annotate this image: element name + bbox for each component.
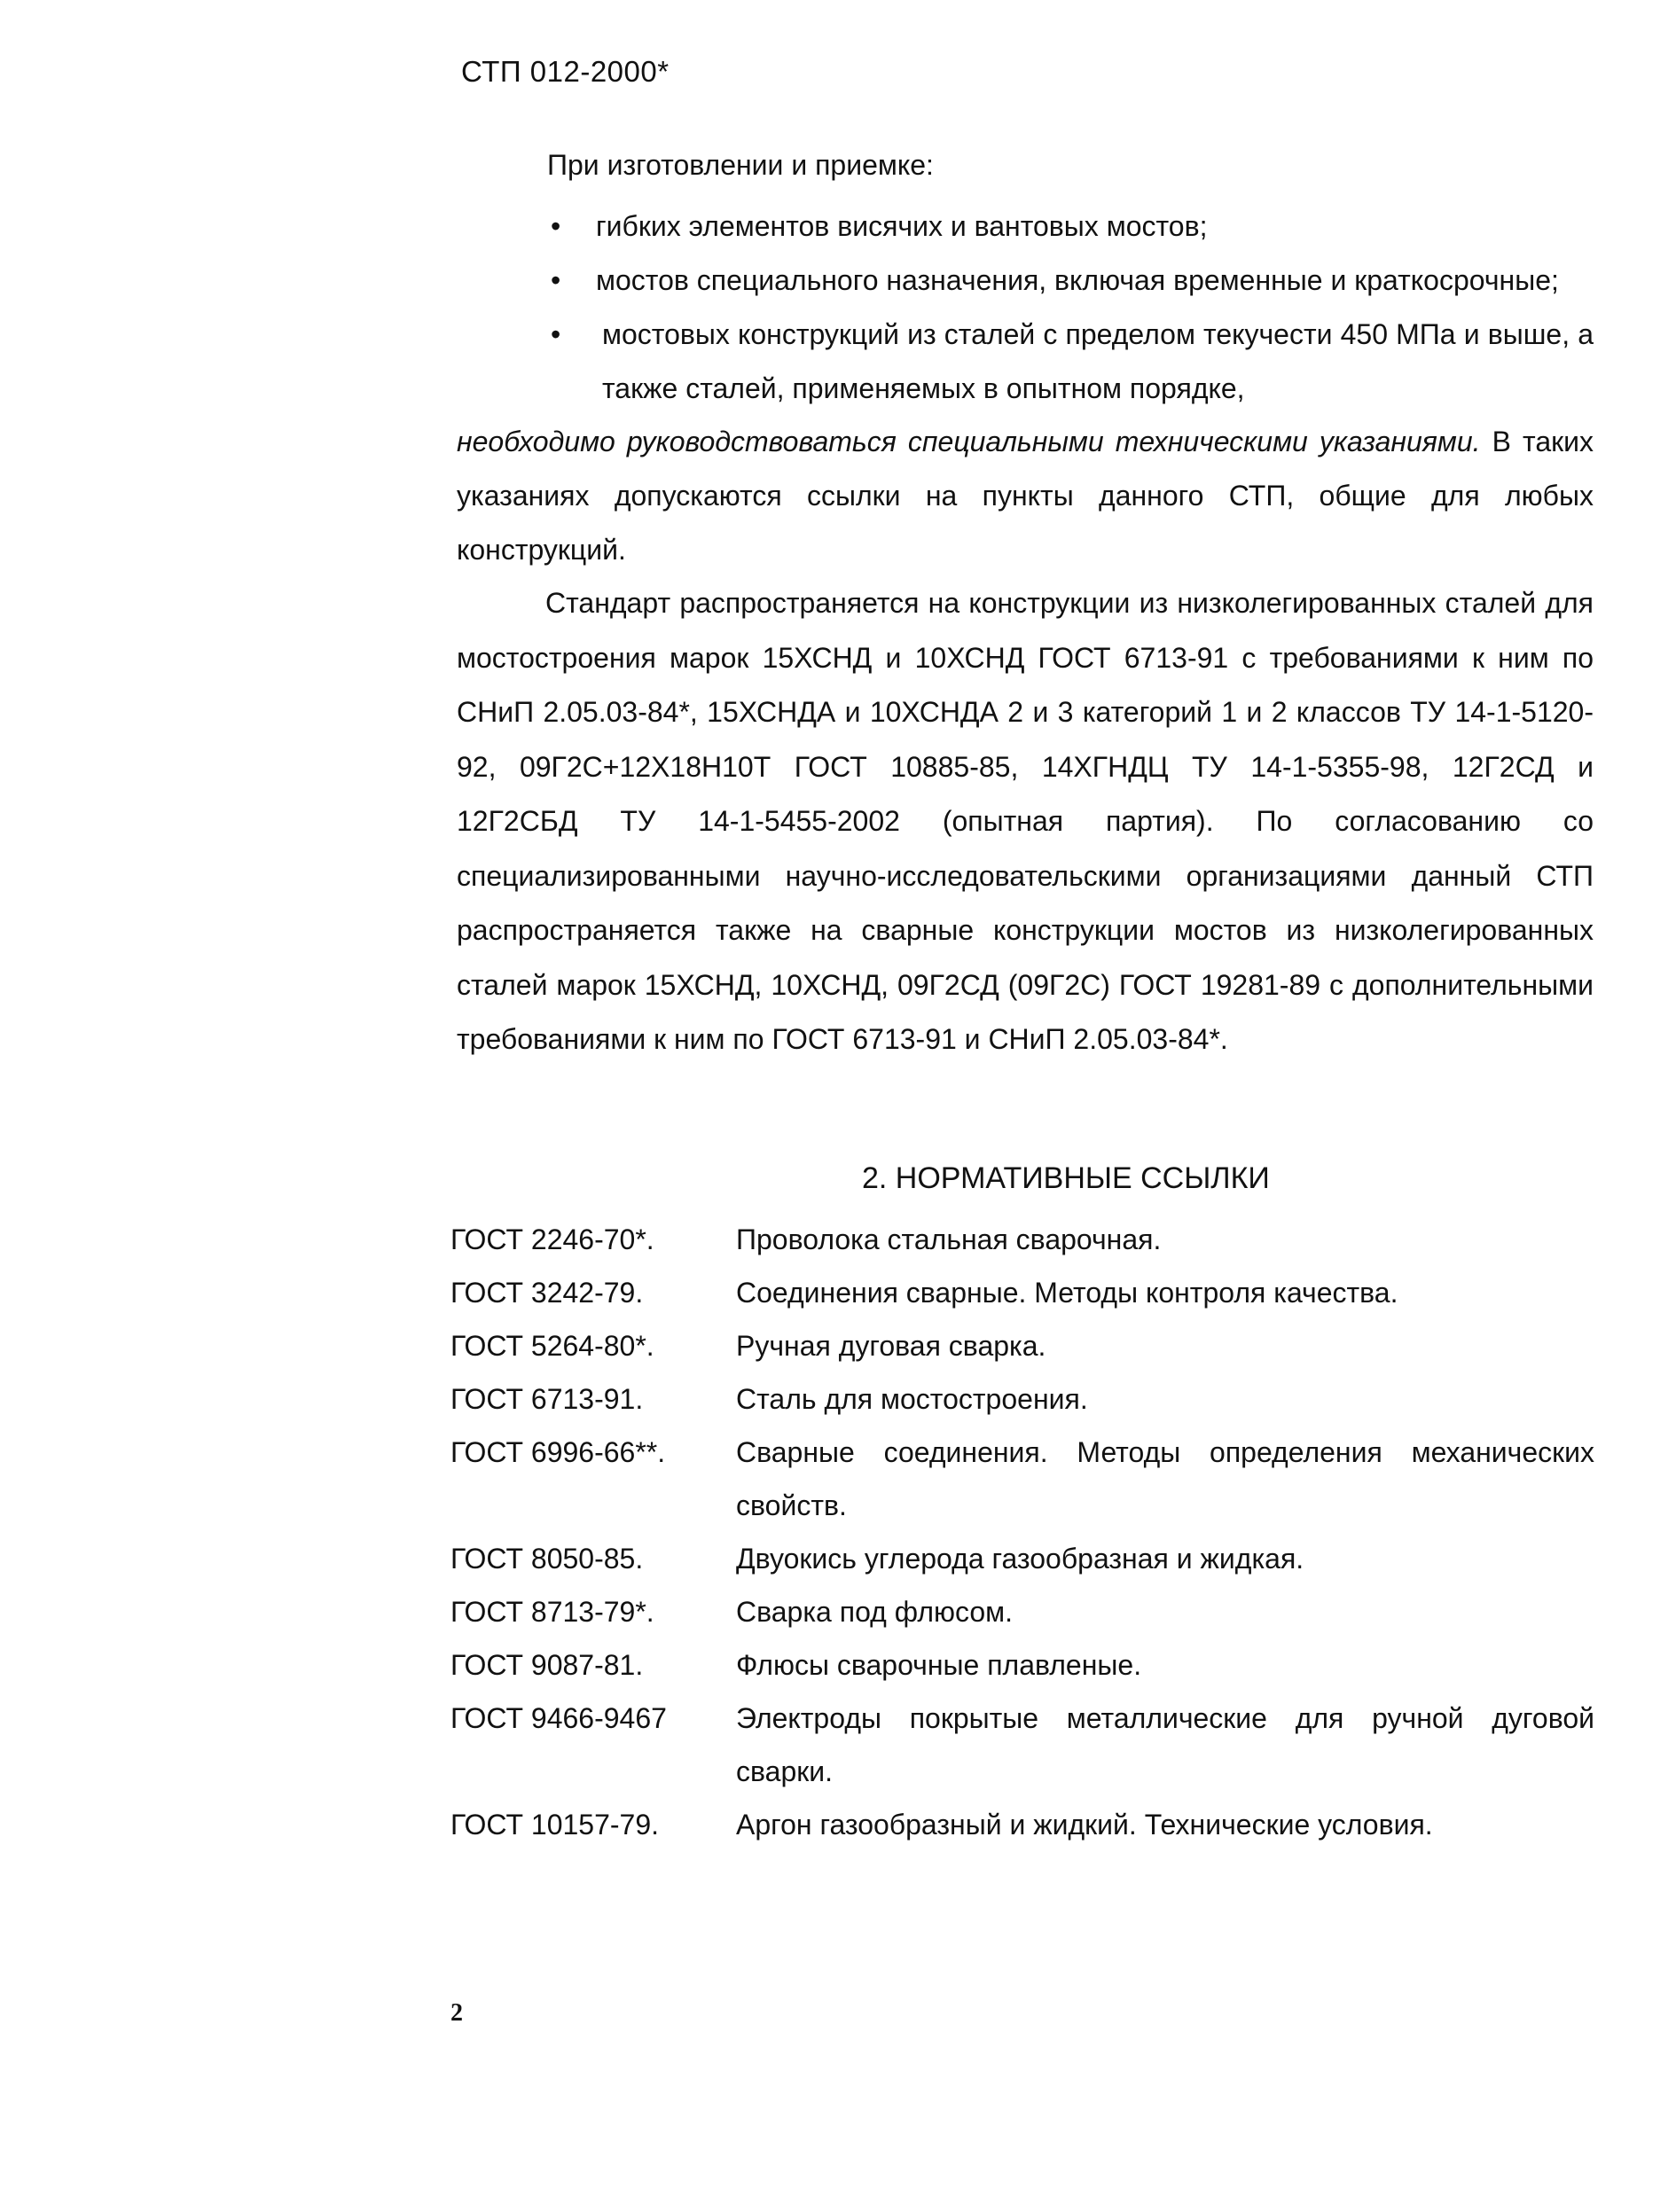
reference-row <box>450 1266 1594 1319</box>
reference-row <box>450 1798 1594 1851</box>
reference-code: ГОСТ 5264-80*. <box>450 1330 654 1362</box>
section-title: 2. НОРМАТИВНЫЕ ССЫЛКИ <box>862 1161 1270 1195</box>
reference-row <box>450 1692 1594 1798</box>
bullet-text: мостовых конструкций из сталей с пределом текучести 450 МПа и выше, а также сталей, применяемых в опытном порядке, <box>602 318 1594 404</box>
page-number: 2 <box>450 1999 463 2027</box>
reference-description: Флюсы сварочные плавленые. <box>736 1649 1142 1681</box>
reference-description: Соединения сварные. Методы контроля качества. <box>736 1277 1398 1309</box>
reference-row <box>450 1213 1594 1266</box>
reference-code: ГОСТ 8050-85. <box>450 1543 644 1575</box>
normative-references-list <box>450 1213 1594 1851</box>
reference-row <box>450 1532 1594 1585</box>
reference-code: ГОСТ 10157-79. <box>450 1809 660 1841</box>
reference-description: Сталь для мостостроения. <box>736 1383 1088 1415</box>
reference-code: ГОСТ 3242-79. <box>450 1277 644 1309</box>
reference-code: ГОСТ 6713-91. <box>450 1383 644 1415</box>
reference-description: Сварные соединения. Методы определения механических свойств. <box>736 1436 1594 1521</box>
reference-row <box>450 1638 1594 1692</box>
bullet-text: мостов специального назначения, включая временные и краткосрочные; <box>596 264 1559 296</box>
reference-code: ГОСТ 9087-81. <box>450 1649 644 1681</box>
bullet-text: гибких элементов висячих и вантовых мостов; <box>596 210 1208 242</box>
reference-row <box>450 1319 1594 1372</box>
reference-description: Электроды покрытые металлические для ручной дуговой сварки. <box>736 1702 1594 1787</box>
reference-code: ГОСТ 9466-9467 <box>450 1702 667 1734</box>
italic-emphasis: необходимо руководствоваться специальными техническими указаниями. <box>457 426 1481 457</box>
bullet-item <box>547 308 1594 416</box>
bullet-item <box>547 254 1594 308</box>
paragraph-instructions <box>457 415 1594 577</box>
reference-row <box>450 1426 1594 1532</box>
reference-description: Проволока стальная сварочная. <box>736 1223 1162 1255</box>
bullet-item <box>547 199 1594 254</box>
reference-description: Двуокись углерода газообразная и жидкая. <box>736 1543 1304 1575</box>
reference-row <box>450 1372 1594 1426</box>
bullet-icon: • <box>551 318 561 350</box>
reference-code: ГОСТ 6996-66**. <box>450 1436 666 1468</box>
reference-description: Ручная дуговая сварка. <box>736 1330 1046 1362</box>
paragraph-scope: Стандарт распространяется на конструкции из низколегированных сталей для мостостроения марок 15ХСНД и 10ХСНД ГОСТ 6713-91 с требованиями к ним по СНиП 2.05.03-84*, 15ХСНДА и 10ХСНДА 2 и 3 категорий 1 и 2 классов ТУ 14-1-5120-92, 09Г2С+12Х18Н10Т ГОСТ 10885-85, 14ХГНДЦ ТУ 14-1-5355-98, 12Г2СД и 12Г2СБД ТУ 14-1-5455-2002 (опытная партия). По согласованию со специализированными научно-исследовательскими организациями данный СТП распространяется также на сварные конструкции мостов из низколегированных сталей марок 15ХСНД, 10ХСНД, 09Г2СД (09Г2С) ГОСТ 19281-89 с дополнительными требованиями к ним по ГОСТ 6713-91 и СНиП 2.05.03-84*. <box>457 587 1594 1055</box>
reference-code: ГОСТ 2246-70*. <box>450 1223 654 1255</box>
intro-line: При изготовлении и приемке: <box>547 149 934 181</box>
bullet-list <box>547 199 1594 416</box>
document-code-header: СТП 012-2000* <box>461 55 670 88</box>
reference-description: Аргон газообразный и жидкий. Технические условия. <box>736 1809 1433 1841</box>
bullet-icon: • <box>551 264 561 296</box>
bullet-icon: • <box>551 210 561 242</box>
reference-description: Сварка под флюсом. <box>736 1596 1014 1628</box>
paragraph-text: В таких указаниях допускаются ссылки на пункты данного СТП, общие для любых конструкций. <box>457 426 1594 566</box>
reference-code: ГОСТ 8713-79*. <box>450 1596 654 1628</box>
reference-row <box>450 1585 1594 1638</box>
